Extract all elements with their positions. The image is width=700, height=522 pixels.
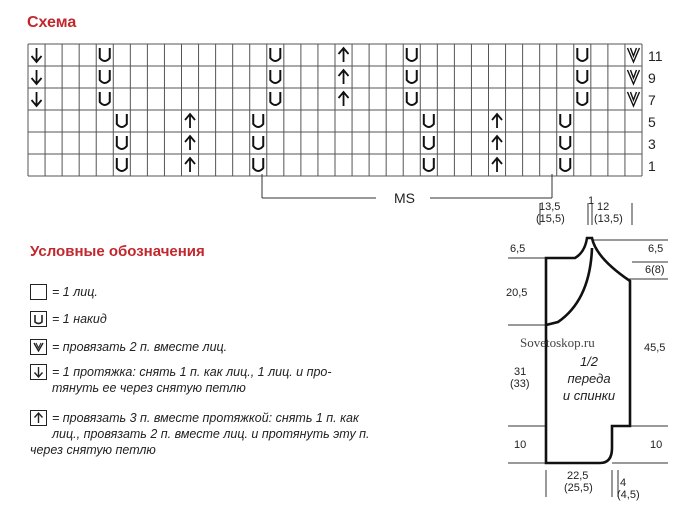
row-number: 9 — [648, 70, 656, 86]
dim-right-body: 45,5 — [644, 342, 666, 354]
dim-right-bottom: 10 — [650, 439, 663, 451]
dim-left-shoulder: 6,5 — [510, 243, 526, 255]
legend-item-broach: = 1 протяжка: снять 1 п. как лиц., 1 лиц. и про- тянуть ее через снятую петлю — [30, 364, 420, 398]
legend-item-yarn-over: = 1 накид — [30, 311, 330, 329]
row-number: 5 — [648, 114, 656, 130]
dim-top-right-alt: (13,5) — [594, 213, 623, 225]
dim-left-body-alt: (33) — [510, 378, 530, 390]
dim-left-body: 31 — [514, 366, 527, 378]
legend-item-k2tog: = провязать 2 п. вместе лиц. — [30, 339, 350, 357]
piece-label: 1/2 переда и спинки — [562, 354, 616, 403]
dim-bottom-width-alt: (25,5) — [564, 482, 593, 494]
dim-bottom-slit: 4 — [620, 477, 627, 489]
dim-top-mid: 1 — [588, 195, 595, 207]
dim-right-shoulder2: 6(8) — [645, 264, 665, 276]
legend-item-knit: = 1 лиц. — [30, 284, 330, 302]
dim-top-left: 13,5 — [539, 201, 561, 213]
dim-bottom-slit-alt: (4,5) — [617, 489, 640, 501]
row-number: 7 — [648, 92, 656, 108]
dim-bottom-width: 22,5 — [567, 470, 589, 482]
dim-left-bottom: 10 — [514, 439, 527, 451]
dim-left-armhole: 20,5 — [506, 287, 528, 299]
schema-title: Схема — [27, 14, 77, 31]
dim-top-left-alt: (15,5) — [536, 213, 565, 225]
repeat-label: MS — [394, 190, 415, 206]
dim-right-shoulder: 6,5 — [648, 243, 664, 255]
legend-item-k3tog-broach: = провязать 3 п. вместе протяжкой: снять 1 п. как лиц., провязать 2 п. вместе лиц. и протянуть эту п. через снятую петлю — [30, 411, 370, 457]
row-number: 3 — [648, 136, 656, 152]
watermark: Sovetoskop.ru — [520, 335, 595, 350]
legend-title: Условные обозначения — [30, 243, 205, 260]
row-number: 11 — [648, 48, 663, 64]
row-number: 1 — [648, 158, 656, 174]
dim-top-right: 12 — [597, 201, 610, 213]
